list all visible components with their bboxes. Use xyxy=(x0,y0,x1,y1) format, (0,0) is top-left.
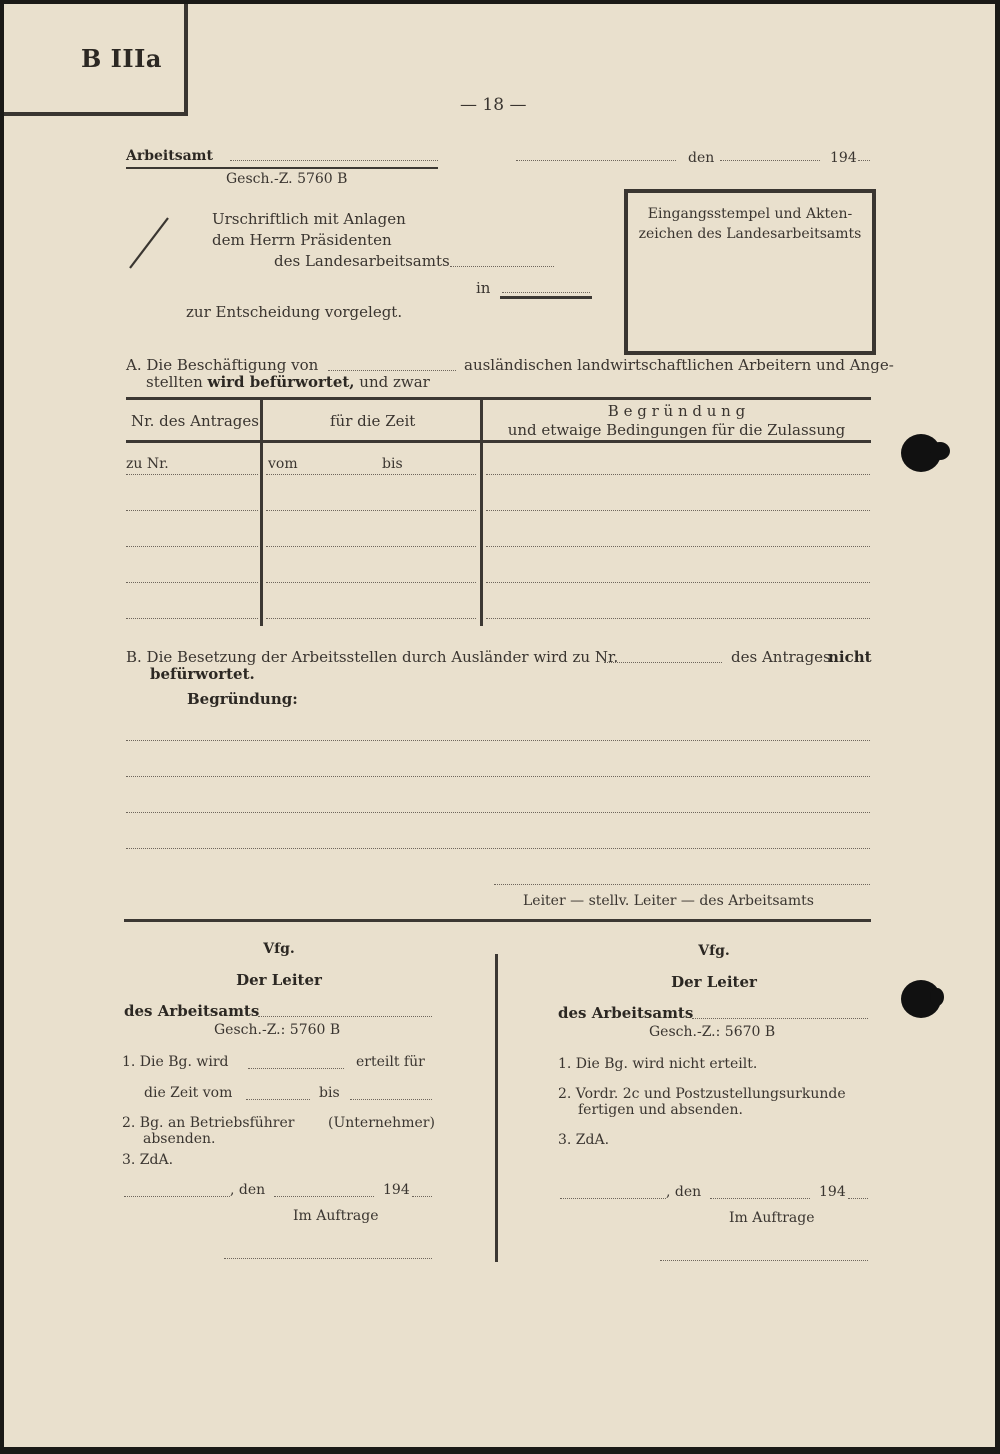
left-vfg: Vfg. xyxy=(263,941,295,957)
table-row-line xyxy=(126,546,258,547)
section-b-des-antrages: des Antrages xyxy=(731,648,831,666)
right-den: , den xyxy=(666,1184,702,1200)
right-signature-line xyxy=(660,1260,868,1261)
section-b-nicht: nicht xyxy=(828,648,872,666)
transmittal-dots xyxy=(450,266,554,267)
table-header-rule xyxy=(126,440,871,443)
left-item3: 3. ZdA. xyxy=(122,1152,174,1168)
section-divider xyxy=(124,919,871,922)
table-row-zu-nr: zu Nr. xyxy=(126,456,169,472)
office-underline xyxy=(126,167,438,169)
left-vom-dots xyxy=(246,1099,310,1100)
table-row-line xyxy=(126,618,258,619)
left-item1-b: erteilt für xyxy=(356,1054,425,1070)
form-code: B IIIa xyxy=(81,44,162,73)
page-number: — 18 — xyxy=(460,95,527,115)
table-row-line xyxy=(126,510,258,511)
section-a-line2-start: stellten xyxy=(146,373,203,391)
table-row-line xyxy=(126,582,258,583)
table-row-line xyxy=(266,582,476,583)
section-a-middle: ausländischen landwirtschaftlichen Arbeitern und Ange- xyxy=(464,356,894,374)
reason-line xyxy=(126,812,870,813)
table-header-bedingungen: und etwaige Bedingungen für die Zulassung xyxy=(507,421,846,439)
right-office: des Arbeitsamts xyxy=(558,1004,694,1022)
form-page xyxy=(4,4,995,1447)
left-item2-b: (Unternehmer) xyxy=(328,1115,435,1131)
table-row-line xyxy=(486,582,870,583)
date-year: 194 xyxy=(830,150,857,166)
table-row-line xyxy=(266,474,476,475)
table-row-line xyxy=(486,474,870,475)
transmittal-decision: zur Entscheidung vorgelegt. xyxy=(186,303,403,321)
left-item2-a: 2. Bg. an Betriebsführer xyxy=(122,1115,295,1131)
right-item1: 1. Die Bg. wird nicht erteilt. xyxy=(558,1056,758,1072)
left-item1-dots xyxy=(248,1068,344,1069)
date-dots xyxy=(720,160,820,161)
table-col-divider-2 xyxy=(480,397,483,626)
right-place-dots xyxy=(560,1198,666,1199)
table-row-vom: vom xyxy=(268,456,298,472)
left-den: , den xyxy=(230,1182,266,1198)
left-office: des Arbeitsamts xyxy=(124,1002,260,1020)
table-row-line xyxy=(486,618,870,619)
table-header-zeit: für die Zeit xyxy=(330,412,416,430)
left-year-dots xyxy=(412,1196,432,1197)
office-dots xyxy=(230,160,438,161)
right-year: 194 xyxy=(819,1184,846,1200)
left-place-dots xyxy=(124,1196,230,1197)
section-b-text: B. Die Besetzung der Arbeitsstellen durch Ausländer wird zu Nr. xyxy=(126,648,619,666)
section-b-dots xyxy=(604,662,722,663)
transmittal-line2: dem Herrn Präsidenten xyxy=(212,231,392,249)
left-item1-a: 1. Die Bg. wird xyxy=(122,1054,229,1070)
transmittal-line1: Urschriftlich mit Anlagen xyxy=(212,210,406,228)
section-b-begruendung-label: Begründung: xyxy=(187,690,298,708)
stamp-box-line1: Eingangsstempel und Akten- xyxy=(647,206,853,222)
reason-line xyxy=(126,848,870,849)
section-a-dots xyxy=(328,370,456,371)
table-top-rule xyxy=(126,397,871,400)
right-leiter: Der Leiter xyxy=(671,973,757,991)
right-vfg: Vfg. xyxy=(698,943,730,959)
table-row-line xyxy=(266,510,476,511)
transmittal-in: in xyxy=(476,279,491,297)
table-row-line xyxy=(486,546,870,547)
signature-line xyxy=(494,884,870,885)
table-row-line xyxy=(266,546,476,547)
right-item3: 3. ZdA. xyxy=(558,1132,610,1148)
section-a-prefix: A. Die Beschäftigung von xyxy=(126,356,319,374)
transmittal-line3: des Landesarbeitsamts xyxy=(274,252,450,270)
table-header-nr: Nr. des Antrages xyxy=(131,412,259,430)
right-ref: Gesch.-Z.: 5670 B xyxy=(649,1024,776,1040)
table-row-line xyxy=(266,618,476,619)
stamp-box-line2: zeichen des Landesarbeitsamts xyxy=(638,226,862,242)
left-year: 194 xyxy=(383,1182,410,1198)
left-signature-line xyxy=(224,1258,432,1259)
left-office-dots xyxy=(258,1016,432,1017)
left-leiter: Der Leiter xyxy=(236,971,322,989)
table-header-begruendung: B e g r ü n d u n g xyxy=(607,402,746,420)
section-b-line2: befürwortet. xyxy=(150,665,255,683)
place-dots xyxy=(516,160,676,161)
transmittal-slash xyxy=(124,214,174,274)
in-underline xyxy=(500,296,592,299)
right-date-dots xyxy=(710,1198,810,1199)
left-bis-dots xyxy=(350,1099,432,1100)
punch-hole-bottom-edge xyxy=(930,988,944,1006)
left-im-auftrage: Im Auftrage xyxy=(293,1208,379,1224)
right-im-auftrage: Im Auftrage xyxy=(729,1210,815,1226)
section-b-signature-caption: Leiter — stellv. Leiter — des Arbeitsamts xyxy=(523,893,814,909)
right-office-dots xyxy=(692,1018,868,1019)
right-item2-b: fertigen und absenden. xyxy=(578,1102,743,1118)
table-row-line xyxy=(486,510,870,511)
header-ref: Gesch.-Z. 5760 B xyxy=(226,171,348,187)
table-row-bis: bis xyxy=(382,456,403,472)
left-item1-d: bis xyxy=(319,1085,340,1101)
reason-line xyxy=(126,776,870,777)
left-date-dots xyxy=(274,1196,374,1197)
right-item2-a: 2. Vordr. 2c und Postzustellungsurkunde xyxy=(558,1086,846,1102)
reason-line xyxy=(126,740,870,741)
left-item1-c: die Zeit vom xyxy=(144,1085,233,1101)
table-row-line xyxy=(126,474,258,475)
year-dots xyxy=(858,160,870,161)
section-a-line2 xyxy=(146,373,430,391)
column-divider xyxy=(495,954,498,1262)
date-den: den xyxy=(688,150,715,166)
section-a-line2-end: und zwar xyxy=(359,373,430,391)
punch-hole-top-edge xyxy=(930,442,950,460)
office-label: Arbeitsamt xyxy=(126,148,213,164)
in-dots xyxy=(502,292,590,293)
left-ref: Gesch.-Z.: 5760 B xyxy=(214,1022,341,1038)
right-year-dots xyxy=(848,1198,868,1199)
left-item2-c: absenden. xyxy=(143,1131,216,1147)
table-col-divider-1 xyxy=(260,397,263,626)
section-a-line2-bold: wird befürwortet, xyxy=(207,373,355,391)
